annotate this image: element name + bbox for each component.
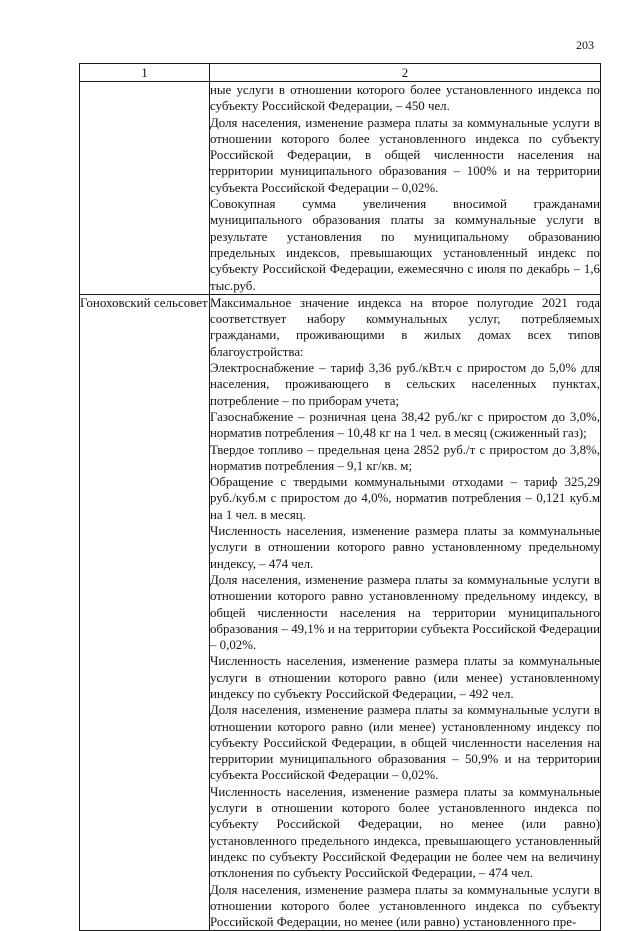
table-header-row [80,64,601,82]
paragraph: Твердое топливо – предельная цена 2852 руб./т с приростом до 3,8%, норматив потребления – 9,1 кг/кв. м; [210,442,600,473]
paragraph: Обращение с твердыми коммунальными отходами – тариф 325,29 руб./куб.м с приростом до 4,0%, норматив потребления – 0,121 куб.м на 1 чел. в месяц. [210,475,600,522]
table-row [80,82,601,295]
description-cell [210,294,601,931]
paragraph: Электроснабжение – тариф 3,36 руб./кВт.ч с приростом до 5,0% для населения, проживающего в сельских населенных пунктах, потребление – по приборам учета; [210,361,600,408]
paragraph: Численность населения, изменение размера платы за коммунальные услуги в отношении которого равно (или менее) установленному индексу по субъекту Российской Федерации, – 492 чел. [210,654,600,701]
description-cell [210,82,601,295]
paragraph: Газоснабжение – розничная цена 38,42 руб./кг с приростом до 3,0%, норматив потребления – 10,48 кг на 1 чел. в месяц (сжиженный газ); [210,409,600,441]
page-number: 203 [576,38,594,52]
paragraph: Доля населения, изменение размера платы за коммунальные услуги в отношении которого равно (или менее) установленному индексу по субъекту Российской Федерации, в общей численности населения на территории муниципального образования – 50,9% и на территории субъекта Российской Федерации – 0,02%. [210,703,600,783]
paragraph: Доля населения, изменение размера платы за коммунальные услуги в отношении которого равно установленному предельному индексу, в общей численности населения на территории муниципального образования – 49,1% и на территории субъекта Российской Федерации – 0,02%. [210,572,600,653]
paragraph: Доля населения, изменение размера платы за коммунальные услуги в отношении которого более установленного индекса по субъекту Российской Федерации, в общей численности населения на территории муниципального образования – 100% и на территории субъекта Российской Федерации – 0,02%. [210,115,600,195]
paragraph: Доля населения, изменение размера платы за коммунальные услуги в отношении которого более установленного индекса по субъекту Российской Федерации, но менее (или равно) установленного пре- [210,882,600,930]
table-row [80,294,601,931]
paragraph: Численность населения, изменение размера платы за коммунальные услуги в отношении которого равно установленному предельному индексу, – 474 чел. [210,524,600,571]
paragraph: ные услуги в отношении которого более установленного индекса по субъекту Российской Федерации, – 450 чел. [210,83,600,114]
paragraph: Максимальное значение индекса на второе полугодие 2021 года соответствует набору коммунальных услуг, потребляемых гражданами, проживающими в жилых домах всех типов благоустройства: [210,295,600,359]
column-header-1: 1 [80,64,210,82]
paragraph: Совокупная сумма увеличения вносимой гражданами муниципального образования платы за коммунальные услуги в результате установления по муниципальному образованию предельных индексов, превышающих установленный индекс по субъекту Российской Федерации, ежемесячно с июля по декабрь – 1,6 тыс.руб. [210,197,600,293]
paragraph: Численность населения, изменение размера платы за коммунальные услуги в отношении которого более установленного индекса по субъекту Российской Федерации, но менее (или равно) установленного предельного индекса, превышающего установленный индекс по субъекту Российской Федерации не более чем на величину отклонения по субъекту Российской Федерации, – 474 чел. [210,784,600,881]
municipality-name-cell: Гоноховский сельсовет [80,294,210,931]
column-header-2: 2 [210,64,601,82]
document-table [79,63,601,931]
municipality-name-cell [80,82,210,295]
